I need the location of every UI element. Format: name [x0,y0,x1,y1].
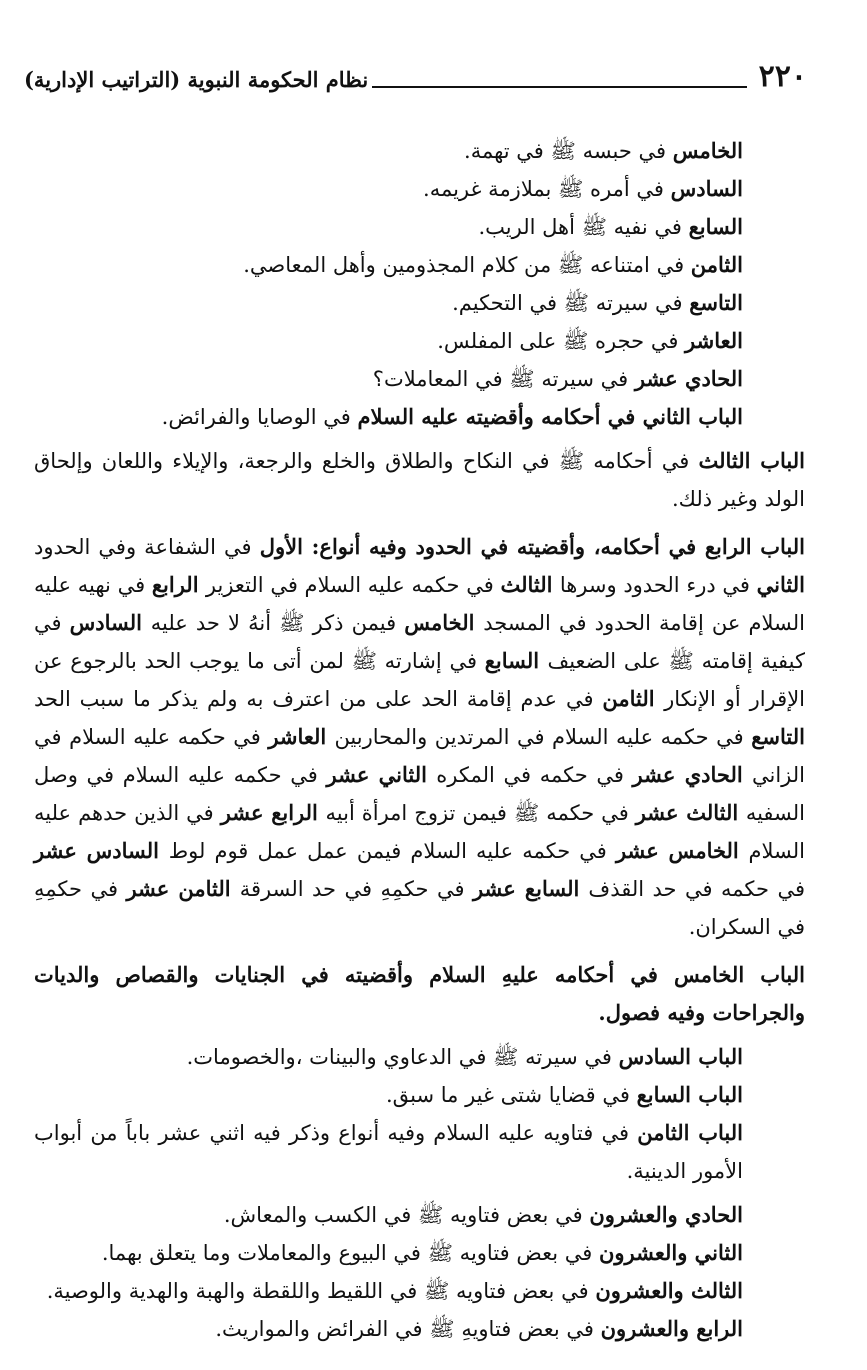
item-heading: العاشر [685,328,743,353]
type-label: الحادي عشر [632,762,752,787]
type-label: الخامس عشر [615,838,749,863]
type-label: الثامن عشر [126,876,240,901]
type-label: الثاني عشر [326,762,437,787]
item-text: في بعض فتاويهِ ﷺ في الفرائض والمواريث. [215,1317,601,1341]
paragraph-heading: الباب الخامس في أحكامه عليهِ السلام وأقضيته في الجنايات والقصاص والديات والجراحات وفيه فصول. [34,962,805,1025]
list-item [34,246,805,284]
item-heading: الباب السابع [636,1082,743,1107]
paragraph-text: في أحكامه ﷺ في النكاح والطلاق والخلع والرجعة، والإيلاء واللعان وإلحاق الولد وغير ذلك. [34,449,805,511]
type-text: في حكمه عليه السلام في التعزير [205,573,501,597]
type-label: السابع [484,648,548,673]
list-item [34,1272,805,1310]
item-text: في بعض فتاويه ﷺ في اللقيط واللقطة والهبة والهدية والوصية. [46,1279,596,1303]
item-heading: الحادي عشر [634,366,743,391]
type-text: في حكمه عليه السلام فيمن عمل عمل قوم لوط [168,839,616,863]
type-label: العاشر [268,724,335,749]
type-text: في حكمِهِ في السكران. [34,877,805,939]
type-text: في حكمه عليه السلام في وصل السفيه [34,763,805,825]
paragraph-bab8 [34,1114,805,1190]
item-heading: الباب الثاني في أحكامه وأقضيته عليه السلام [357,404,743,429]
type-text: في نهيه عليه السلام عن إقامة الحدود في المسجد [34,573,806,635]
list-item [34,132,805,170]
item-heading: الرابع والعشرون [600,1316,743,1341]
page-number: ٢٢٠ [758,59,807,94]
list-item [34,1234,805,1272]
item-text: في أمره ﷺ بملازمة غريمه. [423,177,671,201]
type-text: في درء الحدود وسرها [559,573,757,597]
list-item [34,1310,805,1348]
list-item [34,398,805,436]
item-text: في حجره ﷺ على المفلس. [437,329,686,353]
type-label: السادس [69,610,151,635]
type-text: في حكمه عليه السلام في المرتدين والمحاربين [334,725,752,749]
type-label: التاسع [751,724,805,749]
page-header [24,54,807,94]
paragraph-heading: الباب الثامن [637,1120,743,1145]
item-text: في سيرته ﷺ في التحكيم. [452,291,690,315]
type-text: في حكمه في حد القذف [588,877,805,901]
item-text: في نفيه ﷺ أهل الريب. [478,215,689,239]
type-text: في إشارته ﷺ لمن أتى ما يوجب الحد بالرجوع عن الإقرار أو الإنكار [34,649,806,711]
header-rule [372,86,746,88]
list-item [34,170,805,208]
item-heading: الحادي والعشرون [589,1202,743,1227]
paragraph-heading: الباب الرابع في أحكامه، وأقضيته في الحدود وفيه أنواع: [311,534,805,559]
type-label: الثاني [756,572,805,597]
list-item [34,208,805,246]
item-text: في امتناعه ﷺ من كلام المجذومين وأهل المعاصي. [243,253,691,277]
type-text: في حكمه عليه السلام في الزاني [34,725,805,787]
item-heading: الثامن [690,252,743,277]
item-text: في حبسه ﷺ في تهمة. [464,139,673,163]
type-text: فيمن ذكر ﷺ أنهُ لا حد عليه [150,611,405,635]
item-text: في بعض فتاويه ﷺ في البيوع والمعاملات وما يتعلق بهما. [101,1241,599,1265]
type-text: في الذين حدهم عليه السلام [34,801,805,863]
type-label: الرابع [151,572,206,597]
type-label: السادس عشر [34,838,169,863]
type-text: في كيفية إقامته ﷺ على الضعيف [34,611,806,673]
item-text: في الوصايا والفرائض. [161,405,358,429]
item-text: في سيرته ﷺ في الدعاوي والبينات ،والخصومات. [186,1045,619,1069]
list-item [34,1196,805,1234]
type-label: الثامن [602,686,665,711]
paragraph-bab3 [34,442,805,518]
item-heading: التاسع [689,290,743,315]
type-label: الثالث عشر [635,800,746,825]
type-text: في حكمه في المكره [436,763,633,787]
item-heading: الخامس [672,138,743,163]
paragraph-text: في فتاويه عليه السلام وفيه أنواع وذكر فيه اثني عشر باباً من أبواب الأمور الدينية. [34,1121,743,1183]
list-item [34,322,805,360]
type-text: في حكمه ﷺ فيمن تزوج امرأة أبيه [325,801,636,825]
list-item [34,1038,805,1076]
type-text: في الشفاعة وفي الحدود [34,535,260,559]
item-heading: السابع [688,214,743,239]
list-item [34,284,805,322]
item-text: في سيرته ﷺ في المعاملات؟ [372,367,635,391]
page-body [34,132,805,1348]
item-heading: السادس [670,176,743,201]
type-text: في عدم إقامة الحد على من اعترف به ولم يذكر ما سبب الحد [34,687,603,711]
type-label: الثالث [500,572,560,597]
item-text: في بعض فتاويه ﷺ في الكسب والمعاش. [223,1203,590,1227]
type-label: الخامس [404,610,484,635]
type-label: الأول [259,534,312,559]
paragraph-heading: الباب الثالث [698,448,805,473]
paragraph-bab5 [34,956,805,1032]
type-label: الرابع عشر [220,800,326,825]
type-label: السابع عشر [472,876,589,901]
paragraph-bab4 [34,528,805,946]
item-heading: الثاني والعشرون [598,1240,743,1265]
type-text: في حكمِهِ في حد السرقة [239,877,473,901]
list-item [34,1076,805,1114]
item-heading: الثالث والعشرون [595,1278,743,1303]
list-item [34,360,805,398]
item-text: في قضايا شتى غير ما سبق. [385,1083,637,1107]
item-heading: الباب السادس [618,1044,743,1069]
running-title: نظام الحكومة النبوية (التراتيب الإدارية) [24,67,369,92]
